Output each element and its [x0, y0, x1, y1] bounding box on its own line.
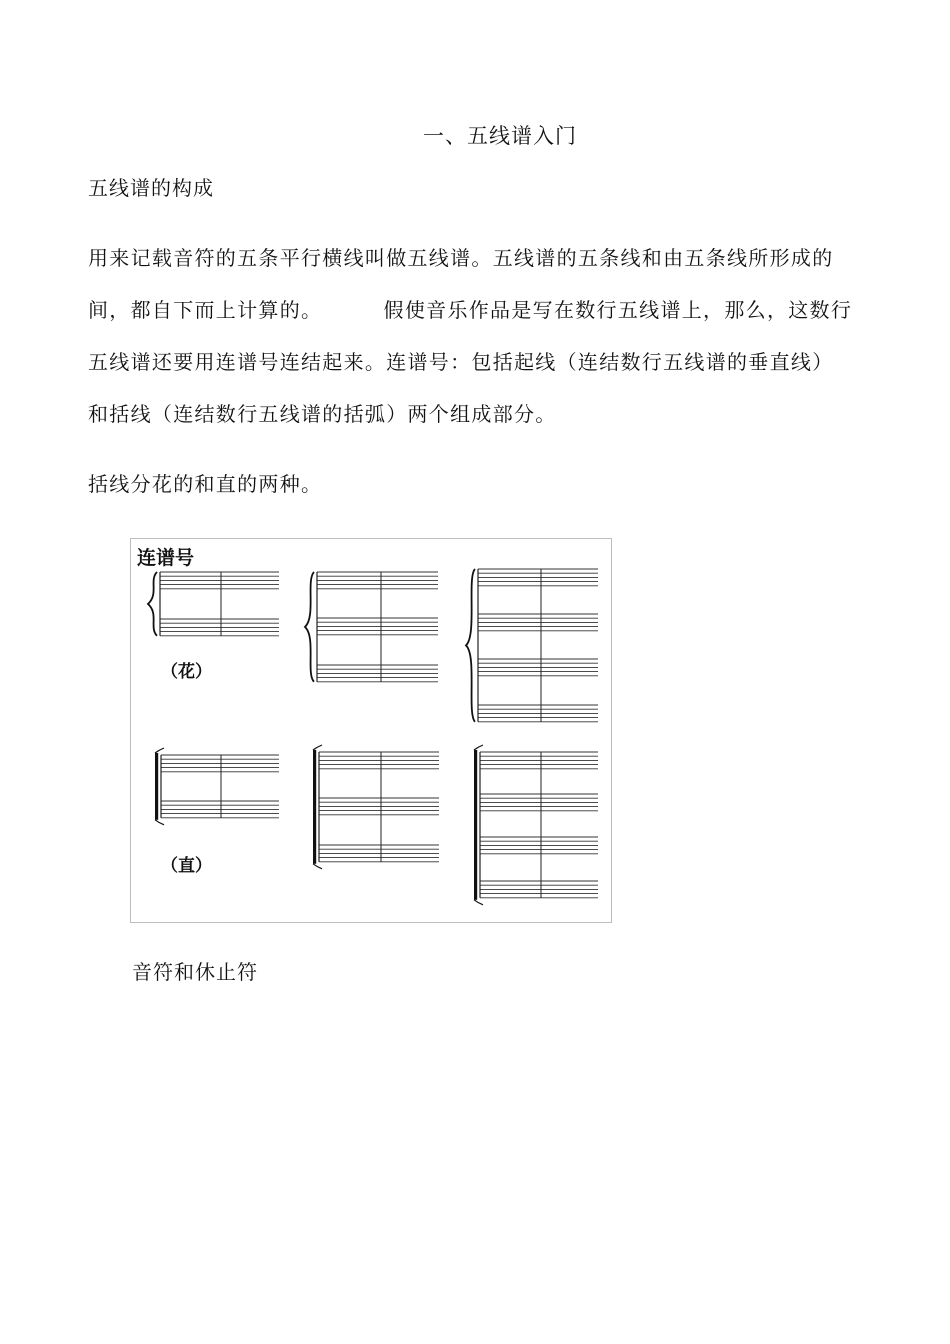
bracket-icon [313, 750, 316, 864]
brace-caption: （花） [161, 662, 212, 682]
staff-brace-illustration [131, 539, 611, 922]
staff-systems [148, 569, 598, 905]
brace-icon [305, 572, 314, 682]
figure-label: 连谱号 [137, 547, 195, 569]
bracket-hook [474, 745, 483, 750]
bracket-hook [313, 745, 322, 750]
bracket-hook [155, 820, 164, 825]
paragraph-line: 用来记载音符的五条平行横线叫做五线谱。五线谱的五条线和由五条线所形成的 [88, 246, 834, 270]
paragraph-line: 间，都自下而上计算的。 假使音乐作品是写在数行五线谱上，那么，这数行 [88, 298, 853, 322]
paragraph-line: 五线谱还要用连谱号连结起来。连谱号：包括起线（连结数行五线谱的垂直线） [88, 350, 834, 374]
brace-icon [466, 569, 475, 722]
bracket-icon [474, 750, 477, 900]
bracket-hook [155, 748, 164, 753]
next-section-heading: 音符和休止符 [132, 960, 258, 984]
intro-paragraph [88, 232, 868, 440]
paragraph-line: 和括线（连结数行五线谱的括弧）两个组成部分。 [88, 402, 557, 426]
bracket-caption: （直） [161, 856, 212, 876]
brace-types-paragraph [88, 458, 868, 510]
paragraph-line: 括线分花的和直的两种。 [88, 472, 323, 496]
staff-brace-figure [130, 538, 612, 923]
bracket-hook [313, 864, 322, 869]
page-title: 一、五线谱入门 [423, 124, 577, 148]
section-heading: 五线谱的构成 [88, 176, 214, 200]
bracket-hook [474, 900, 483, 905]
bracket-icon [155, 753, 158, 820]
brace-icon [148, 572, 157, 636]
